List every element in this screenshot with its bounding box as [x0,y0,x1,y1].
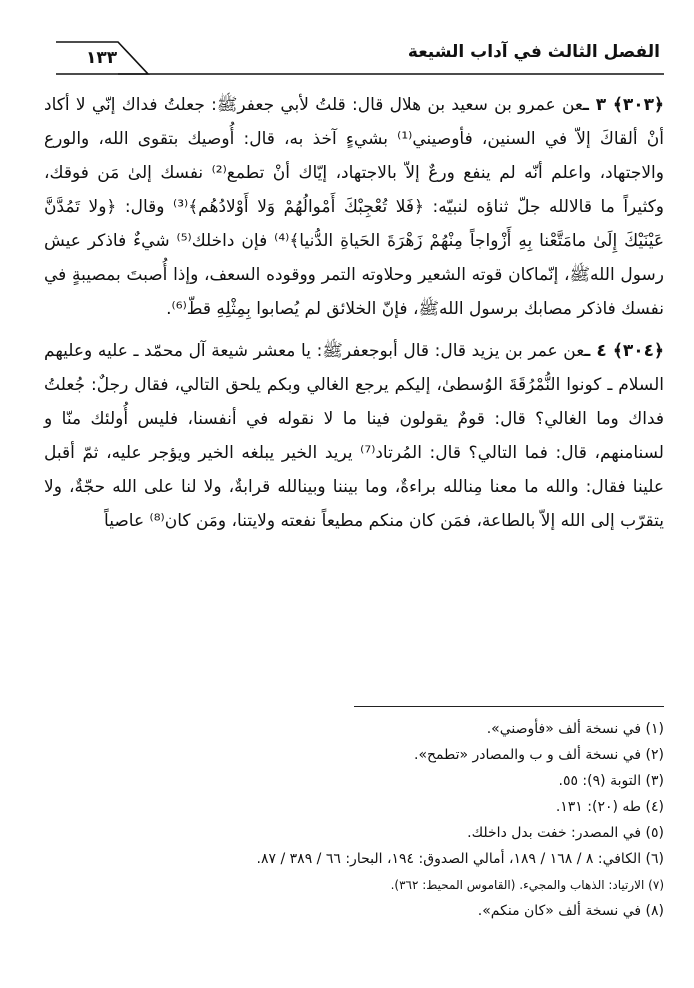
hadith-text: عن عمرو بن سعيد بن هلال قال: قلتُ لأبي جعفرﷺ: جعلتُ فداك إنّي لا أكاد أنْ ألقاكَ إلاّ في السنين، فأوصيني⁽¹⁾ بشيءٍ آخذ به، قال: أُوصيك بتقوى الله، والورع والاجتهاد، واعلم أنّه لم ينفع ورعٌ إلاّ بالاجتهاد، إيّاك أنْ تطمع⁽²⁾ نفسك إلىٰ مَن فوقك، وكثيراً ما قالالله جلّ ثناؤه لنبيّه: ﴿فَلا تُعْجِبْكَ أَمْوالُهُمْ وَلا أَوْلادُهُم﴾⁽³⁾ وقال: ﴿ولا تَمُدَّنَّ عَيْنَيْكَ إِلَىٰ مامَتَّعْنا بِهِ أَزْواجاً مِنْهُمْ زَهْرَةَ الحَياةِ الدُّنيا﴾⁽⁴⁾ فإن داخلك⁽⁵⁾ شيءٌ فاذكر عيش رسول اللهﷺ، إنّماكان قوته الشعير وحلاوته التمر ووقوده السعف، وإذا أُصبتَ بمصيبةٍ في نفسك فاذكر مصابك برسول اللهﷺ، فإنّ الخلائق لم يُصابوا بِمِثْلِهِ قطّ⁽⁶⁾. [44,95,664,319]
footnote: (٥) في المصدر: خفت بدل داخلك. [467,825,664,841]
hadith-paragraph [44,334,664,538]
footnote: (٨) في نسخة ألف «كان منكم». [477,903,664,919]
page-number: ١٣٣ [86,48,118,68]
chapter-title: الفصل الثالث في آداب الشيعة [407,42,660,62]
footnote: (٤) طه (٢٠): ١٣١. [555,799,664,815]
footnotes [44,716,664,924]
footnote-separator [354,706,664,707]
hadith-paragraph [44,88,664,326]
footnote: (٧) الارتياد: الذهاب والمجيء. (القاموس المحيط: ٣٦٢). [390,878,664,892]
footnote: (٦) الكافي: ٨ / ١٦٨ / ١٨٩، أمالي الصدوق: ١٩٤، البحار: ٦٦ / ٣٨٩ / ٨٧. [256,851,664,867]
hadith-number: ﴿٣٠٤﴾ ٤ ـ [584,341,665,361]
footnote: (٢) في نسخة ألف و ب والمصادر «تطمح». [414,747,664,763]
hadith-text: عن عمر بن يزيد قال: قال أبوجعفرﷺ: يا معشر شيعة آل محمّد ـ عليه وعليهم السلام ـ كونوا النُّمْرُقَةَ الوُسطىٰ، إليكم يرجع الغالي وبكم يلحق التالي، فقال رجلٌ: جُعلتُ فداك وما الغالي؟ قال: قومٌ يقولون فينا ما لا نقوله في أنفسنا، فليس أُولئك منّا و لسنامنهم، قال: فما التالي؟ قال: المُرتاد⁽⁷⁾ يريد الخير يبلغه الخير ويؤجر عليه، ثمّ أقبل علينا فقال: والله ما معنا مِنالله براءةٌ، وما بيننا وبينالله قرابةٌ، ولا لنا على الله حجّةٌ، ولا يتقرّب إلى الله إلاّ بالطاعة، فمَن كان منكم مطيعاً نفعته ولايتنا، ومَن كان⁽⁸⁾ عاصياً [44,341,664,531]
footnote: (٣) التوبة (٩): ٥٥. [558,773,664,789]
hadith-number: ﴿٣٠٣﴾ ٣ ـ [583,95,664,115]
main-text [44,88,664,546]
footnote: (١) في نسخة ألف «فأوصني». [486,721,664,737]
running-header [56,40,664,80]
